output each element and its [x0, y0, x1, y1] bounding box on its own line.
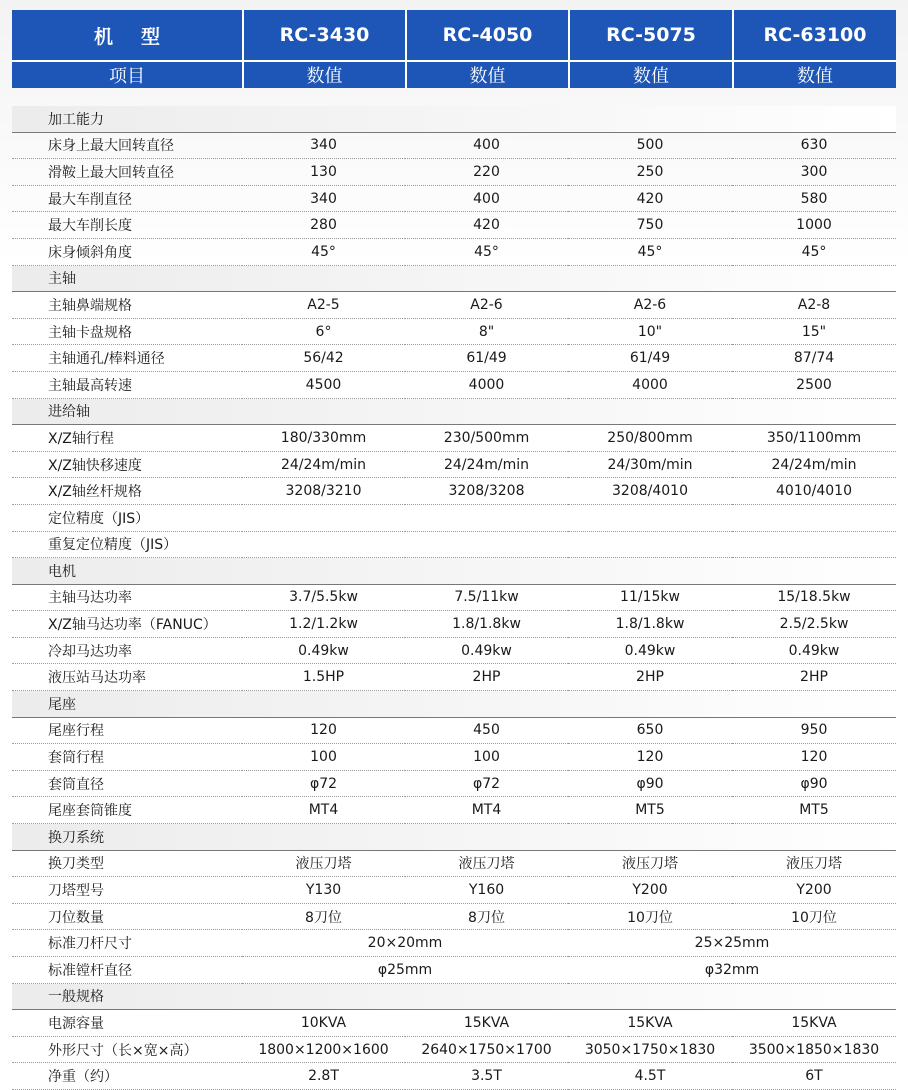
spec-value: 25×25mm: [568, 930, 896, 957]
spec-value: 120: [732, 744, 896, 771]
spec-label: 标准刀杆尺寸: [12, 930, 242, 957]
spec-label: 主轴卡盘规格: [12, 319, 242, 346]
section-title: 尾座: [12, 691, 242, 718]
spec-value: 2HP: [568, 664, 732, 691]
spec-value: 2640×1750×1700: [405, 1037, 568, 1064]
spec-label: 尾座套筒锥度: [12, 797, 242, 824]
spec-value: 10": [568, 319, 732, 346]
spec-label: 尾座行程: [12, 718, 242, 745]
section-title: 主轴: [12, 266, 242, 293]
spec-value: 15/18.5kw: [732, 585, 896, 612]
spec-label: 重复定位精度（JIS）: [12, 532, 242, 559]
spec-value: 1.2/1.2kw: [242, 611, 405, 638]
header-spacer: [12, 88, 896, 106]
spec-value: 45°: [242, 239, 405, 266]
spec-value: 120: [568, 744, 732, 771]
spec-value: 3208/3210: [242, 478, 405, 505]
spec-value: 650: [568, 718, 732, 745]
empty-cell: [732, 824, 896, 851]
spec-value: φ90: [732, 771, 896, 798]
spec-row: [12, 957, 896, 984]
value-header-row: [12, 60, 896, 88]
spec-value: 0.49kw: [732, 638, 896, 665]
spec-value: 340: [242, 133, 405, 160]
spec-value: 400: [405, 133, 568, 160]
value-label: 数值: [732, 60, 896, 88]
empty-cell: [568, 691, 732, 718]
spec-row: [12, 372, 896, 399]
spec-value: 340: [242, 186, 405, 213]
spec-label: 主轴最高转速: [12, 372, 242, 399]
spec-label: 刀位数量: [12, 904, 242, 931]
section-title: 加工能力: [12, 106, 242, 133]
spec-value: 130: [242, 159, 405, 186]
empty-cell: [242, 266, 405, 293]
spec-value: 45°: [405, 239, 568, 266]
spec-label: 床身倾斜角度: [12, 239, 242, 266]
empty-cell: [242, 984, 405, 1011]
spec-value: 1.5HP: [242, 664, 405, 691]
spec-value: [405, 532, 568, 559]
spec-value: 180/330mm: [242, 425, 405, 452]
value-label: 数值: [568, 60, 732, 88]
empty-cell: [405, 558, 568, 585]
spec-value: 3.5T: [405, 1063, 568, 1090]
empty-cell: [405, 106, 568, 133]
spec-value: 100: [405, 744, 568, 771]
spec-label: 最大车削长度: [12, 212, 242, 239]
spec-label: 换刀类型: [12, 851, 242, 878]
spec-label: 定位精度（JIS）: [12, 505, 242, 532]
spec-value: 10刀位: [732, 904, 896, 931]
spec-label: 最大车削直径: [12, 186, 242, 213]
empty-cell: [568, 824, 732, 851]
spec-value: MT4: [405, 797, 568, 824]
section-title: 进给轴: [12, 399, 242, 426]
spec-row: [12, 877, 896, 904]
spec-value: 45°: [732, 239, 896, 266]
spec-value: 15KVA: [732, 1010, 896, 1037]
spec-row: [12, 159, 896, 186]
spec-value: [405, 505, 568, 532]
spec-row: [12, 319, 896, 346]
spec-value: 250/800mm: [568, 425, 732, 452]
empty-cell: [732, 691, 896, 718]
spec-value: Y200: [732, 877, 896, 904]
value-label: 数值: [405, 60, 568, 88]
spec-row: [12, 452, 896, 479]
spec-value: 7.5/11kw: [405, 585, 568, 612]
section-row: [12, 266, 896, 293]
spec-value: [568, 505, 732, 532]
spec-value: 56/42: [242, 345, 405, 372]
spec-label: X/Z轴丝杆规格: [12, 478, 242, 505]
spec-value: 2500: [732, 372, 896, 399]
spec-row: [12, 930, 896, 957]
empty-cell: [405, 824, 568, 851]
spec-row: [12, 638, 896, 665]
spec-value: 100: [242, 744, 405, 771]
spec-value: 8刀位: [242, 904, 405, 931]
empty-cell: [405, 984, 568, 1011]
empty-cell: [732, 399, 896, 426]
section-row: [12, 824, 896, 851]
spec-value: φ25mm: [242, 957, 568, 984]
spec-value: [568, 532, 732, 559]
spec-value: 液压刀塔: [405, 851, 568, 878]
spec-label: 电源容量: [12, 1010, 242, 1037]
spec-value: 4000: [568, 372, 732, 399]
section-row: [12, 984, 896, 1011]
empty-cell: [242, 106, 405, 133]
spec-row: [12, 611, 896, 638]
spec-value: 8刀位: [405, 904, 568, 931]
model-name: RC-4050: [405, 10, 568, 60]
spec-row: [12, 478, 896, 505]
spec-value: 10KVA: [242, 1010, 405, 1037]
spec-value: 6T: [732, 1063, 896, 1090]
spec-row: [12, 345, 896, 372]
spec-value: 120: [242, 718, 405, 745]
spec-value: A2-5: [242, 292, 405, 319]
spec-value: 20×20mm: [242, 930, 568, 957]
spec-row: [12, 292, 896, 319]
section-row: [12, 399, 896, 426]
spec-value: 250: [568, 159, 732, 186]
spec-value: 300: [732, 159, 896, 186]
spec-value: [732, 505, 896, 532]
spec-row: [12, 186, 896, 213]
spec-label: 刀塔型号: [12, 877, 242, 904]
spec-label: 液压站马达功率: [12, 664, 242, 691]
spec-label: 滑鞍上最大回转直径: [12, 159, 242, 186]
empty-cell: [568, 399, 732, 426]
spec-value: Y130: [242, 877, 405, 904]
spec-row: [12, 425, 896, 452]
spec-value: 24/24m/min: [242, 452, 405, 479]
model-label: 机型: [12, 10, 242, 60]
section-title: 换刀系统: [12, 824, 242, 851]
empty-cell: [568, 558, 732, 585]
spec-value: 液压刀塔: [732, 851, 896, 878]
spec-label: 外形尺寸（长×宽×高）: [12, 1037, 242, 1064]
section-title: 一般规格: [12, 984, 242, 1011]
section-row: [12, 106, 896, 133]
spec-value: 3208/3208: [405, 478, 568, 505]
spec-value: 15": [732, 319, 896, 346]
spec-value: 630: [732, 133, 896, 160]
spec-value: φ32mm: [568, 957, 896, 984]
spec-value: 11/15kw: [568, 585, 732, 612]
empty-cell: [405, 691, 568, 718]
spec-value: 24/24m/min: [732, 452, 896, 479]
model-name: RC-63100: [732, 10, 896, 60]
spec-value: [242, 505, 405, 532]
empty-cell: [242, 558, 405, 585]
spec-value: 61/49: [568, 345, 732, 372]
spec-row: [12, 505, 896, 532]
spec-value: φ72: [242, 771, 405, 798]
spec-value: 3.7/5.5kw: [242, 585, 405, 612]
spec-value: 280: [242, 212, 405, 239]
spec-label: 净重（约）: [12, 1063, 242, 1090]
spec-value: 950: [732, 718, 896, 745]
spec-value: 350/1100mm: [732, 425, 896, 452]
spec-value: 87/74: [732, 345, 896, 372]
empty-cell: [732, 106, 896, 133]
spec-label: 冷却马达功率: [12, 638, 242, 665]
spec-value: 1.8/1.8kw: [568, 611, 732, 638]
spec-label: 主轴马达功率: [12, 585, 242, 612]
spec-value: 2HP: [732, 664, 896, 691]
model-header-row: [12, 10, 896, 60]
spec-value: 220: [405, 159, 568, 186]
spec-value: A2-6: [568, 292, 732, 319]
spec-value: 24/24m/min: [405, 452, 568, 479]
empty-cell: [568, 266, 732, 293]
spec-value: MT5: [732, 797, 896, 824]
item-label: 项目: [12, 60, 242, 88]
spec-value: [732, 532, 896, 559]
spec-value: 2.8T: [242, 1063, 405, 1090]
spec-value: φ90: [568, 771, 732, 798]
spec-label: 主轴通孔/棒料通径: [12, 345, 242, 372]
spec-row: [12, 1037, 896, 1064]
spec-value: 24/30m/min: [568, 452, 732, 479]
spec-value: Y200: [568, 877, 732, 904]
spec-value: 15KVA: [405, 1010, 568, 1037]
spec-value: 液压刀塔: [568, 851, 732, 878]
spec-label: X/Z轴马达功率（FANUC）: [12, 611, 242, 638]
spec-value: 0.49kw: [242, 638, 405, 665]
spec-row: [12, 133, 896, 160]
section-title: 电机: [12, 558, 242, 585]
spec-value: 0.49kw: [568, 638, 732, 665]
spec-row: [12, 1063, 896, 1090]
empty-cell: [732, 558, 896, 585]
spec-value: MT4: [242, 797, 405, 824]
spec-row: [12, 718, 896, 745]
spec-value: 420: [405, 212, 568, 239]
spec-value: MT5: [568, 797, 732, 824]
spec-value: A2-6: [405, 292, 568, 319]
spec-value: 6°: [242, 319, 405, 346]
spec-value: Y160: [405, 877, 568, 904]
spec-label: 套筒直径: [12, 771, 242, 798]
section-row: [12, 691, 896, 718]
spec-row: [12, 851, 896, 878]
spec-label: 套筒行程: [12, 744, 242, 771]
spec-value: 15KVA: [568, 1010, 732, 1037]
spec-value: 3208/4010: [568, 478, 732, 505]
spec-value: 8": [405, 319, 568, 346]
value-label: 数值: [242, 60, 405, 88]
spec-row: [12, 532, 896, 559]
empty-cell: [242, 399, 405, 426]
spec-row: [12, 904, 896, 931]
spec-value: 3500×1850×1830: [732, 1037, 896, 1064]
empty-cell: [732, 266, 896, 293]
spec-value: φ72: [405, 771, 568, 798]
empty-cell: [405, 399, 568, 426]
empty-cell: [242, 691, 405, 718]
model-name: RC-3430: [242, 10, 405, 60]
spec-label: 标准镗杆直径: [12, 957, 242, 984]
empty-cell: [568, 106, 732, 133]
spec-value: 液压刀塔: [242, 851, 405, 878]
spec-value: [242, 532, 405, 559]
spec-row: [12, 1010, 896, 1037]
spec-value: 2.5/2.5kw: [732, 611, 896, 638]
spec-value: 0.49kw: [405, 638, 568, 665]
spec-value: 750: [568, 212, 732, 239]
spec-value: 1000: [732, 212, 896, 239]
section-row: [12, 558, 896, 585]
spec-row: [12, 744, 896, 771]
spec-row: [12, 797, 896, 824]
spec-row: [12, 585, 896, 612]
spec-label: 主轴鼻端规格: [12, 292, 242, 319]
empty-cell: [405, 266, 568, 293]
spec-value: 2HP: [405, 664, 568, 691]
spec-value: 1.8/1.8kw: [405, 611, 568, 638]
spec-value: A2-8: [732, 292, 896, 319]
spec-value: 400: [405, 186, 568, 213]
spec-value: 4.5T: [568, 1063, 732, 1090]
spec-value: 1800×1200×1600: [242, 1037, 405, 1064]
empty-cell: [242, 824, 405, 851]
spec-value: 4000: [405, 372, 568, 399]
empty-cell: [732, 984, 896, 1011]
spec-value: 500: [568, 133, 732, 160]
spec-row: [12, 664, 896, 691]
spec-value: 450: [405, 718, 568, 745]
empty-cell: [568, 984, 732, 1011]
spec-table: [12, 10, 896, 1090]
spec-value: 4010/4010: [732, 478, 896, 505]
model-name: RC-5075: [568, 10, 732, 60]
spec-value: 61/49: [405, 345, 568, 372]
spec-label: 床身上最大回转直径: [12, 133, 242, 160]
spec-row: [12, 771, 896, 798]
spec-value: 230/500mm: [405, 425, 568, 452]
spec-value: 420: [568, 186, 732, 213]
spec-value: 45°: [568, 239, 732, 266]
spec-value: 3050×1750×1830: [568, 1037, 732, 1064]
spec-label: X/Z轴行程: [12, 425, 242, 452]
spec-value: 580: [732, 186, 896, 213]
spec-label: X/Z轴快移速度: [12, 452, 242, 479]
spec-value: 4500: [242, 372, 405, 399]
spec-row: [12, 239, 896, 266]
spec-body: [12, 106, 896, 1090]
spec-row: [12, 212, 896, 239]
spec-value: 10刀位: [568, 904, 732, 931]
